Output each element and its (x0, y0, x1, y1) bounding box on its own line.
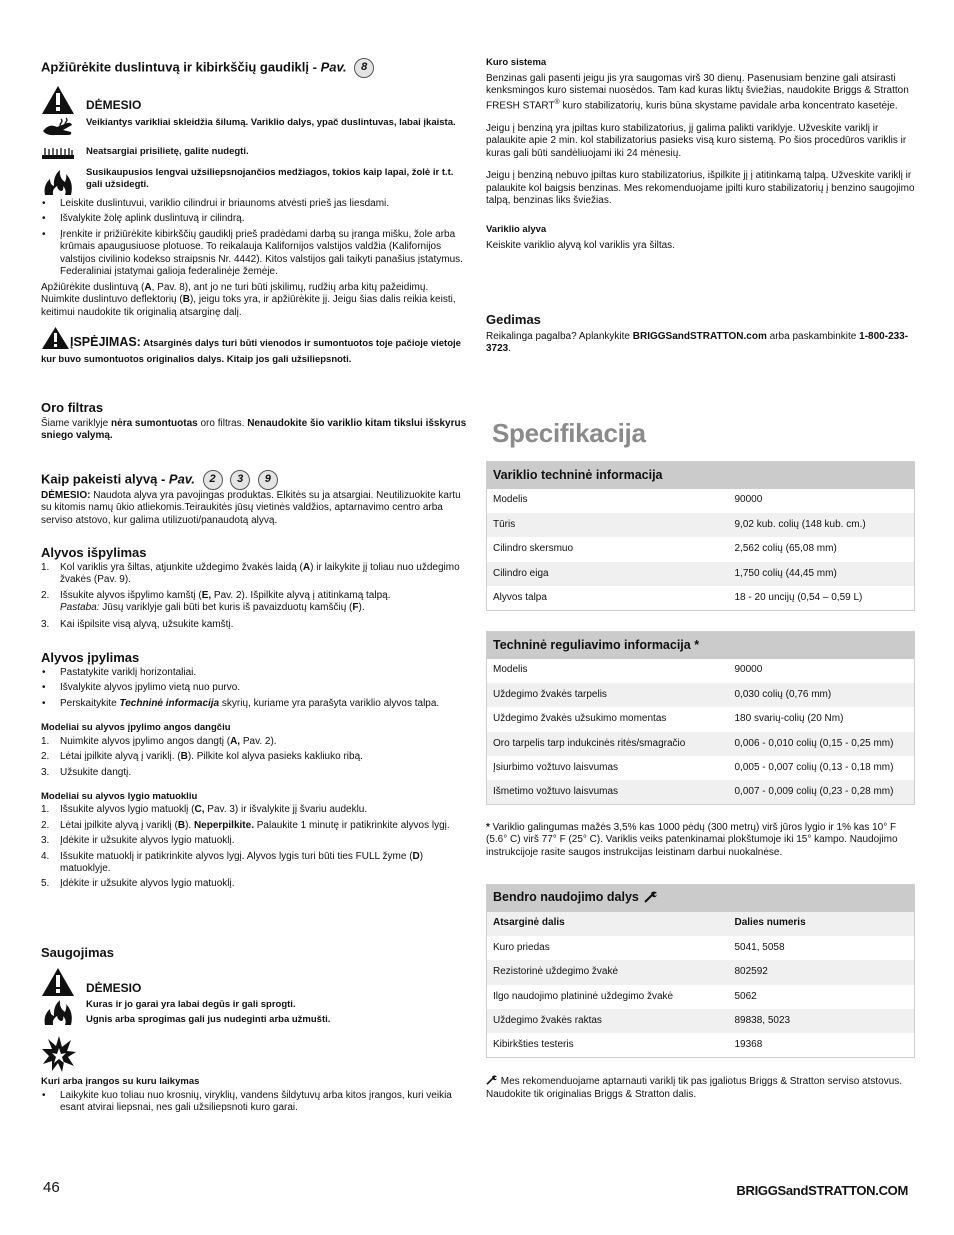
table-cell-value: 802592 (729, 960, 915, 984)
spec-title: Specifikacija (492, 418, 646, 448)
table-row (487, 707, 915, 731)
table-cell-label: Uždegimo žvakės tarpelis (487, 683, 729, 707)
warning-triangle-icon (41, 85, 75, 120)
storage-title: Saugojimas (41, 945, 114, 960)
table-cell-label: Tūris (487, 513, 729, 537)
table-cell-value: 2,562 colių (65,08 mm) (734, 543, 837, 555)
table-row (487, 1033, 915, 1057)
engine-info-heading: Variklio techninė informacija (487, 462, 915, 489)
table-cell-value: 90000 (734, 494, 763, 506)
oil-fill-section (41, 650, 469, 894)
failure-title: Gedimas (486, 312, 541, 327)
table-row (487, 985, 915, 1009)
failure-section (486, 312, 915, 356)
storage-warning (41, 967, 469, 1078)
cap-models-title: Modeliai su alyvos įpylimo angos dangčiu (41, 722, 231, 734)
table-cell-label: Oro tarpelis tarp indukcinės ritės/smagračio (487, 732, 729, 756)
list-item: • Pastatykite variklį horizontaliai. (41, 667, 469, 679)
tuning-info-table (486, 631, 915, 805)
table-cell-value: 18 - 20 uncijų (0,54 – 0,59 L) (734, 591, 863, 603)
table-row (487, 586, 915, 610)
list-item: 4. Išsukite matuoklį ir patikrinkite alyvos lygį. Alyvos lygis turi būti ties FULL žyme (D) matuoklyje. (41, 850, 424, 875)
caution-heading: ĮSPĖJIMAS: (70, 335, 141, 349)
table-cell-value: 90000 (734, 664, 763, 676)
oil-drain-title: Alyvos išpylimas (41, 545, 147, 560)
table-cell-value: 0,007 - 0,009 colių (0,23 - 0,28 mm) (729, 780, 915, 804)
list-item: 5. Įdėkite ir užsukite alyvos lygio matuoklį. (41, 878, 235, 890)
warning-heading: DĖMESIO (86, 981, 142, 995)
fire-icon (41, 167, 75, 202)
tuning-footnote: * Variklio galingumas mažės 3,5% kas 1000 pėdų (300 metrų) virš jūros lygio ir 1% kas 10° F (5.6° C) virš 77° F (25° C). Variklis veiks patenkinamai plokštumoje iki 15° kampo. Naudojimo instrukcijoje rasite saugos instrukcijas leistinam darbui nuokalnėse. (486, 822, 898, 858)
engine-oil-title: Variklio alyva (486, 224, 547, 235)
table-cell-label: Cilindro eiga (487, 562, 729, 586)
table-row (487, 537, 915, 561)
caution-triangle-icon (41, 326, 70, 354)
list-item: 1. Išsukite alyvos lygio matuoklį (C, Pav. 3) ir išvalykite jį švariu audeklu. (41, 804, 368, 816)
table-row (487, 562, 915, 586)
table-cell-label: Uždegimo žvakės užsukimo momentas (493, 713, 667, 725)
storage-section (41, 945, 469, 960)
figure-ref-9: 9 (258, 470, 278, 490)
warning-text-heat: Veikiantys varikliai skleidžia šilumą. Variklio dalys, ypač duslintuvas, labai įkaista. (86, 117, 456, 128)
table-row (487, 960, 915, 984)
figure-ref-2: 2 (203, 470, 223, 490)
list-item: 3. Užsukite dangtį. (41, 766, 132, 778)
list-item: 1. Nuimkite alyvos įpylimo angos dangtį (A, Pav. 2). (41, 735, 277, 747)
table-row (487, 659, 915, 683)
table-cell-label: Kibirkšties testeris (493, 1039, 574, 1051)
table-row (487, 732, 915, 756)
table-cell-value: 5062 (734, 990, 757, 1002)
table-cell-label: Modelis (493, 494, 528, 506)
table-row (487, 936, 915, 960)
figure-ref-8: 8 (354, 58, 374, 78)
table-cell-value: 0,005 - 0,007 colių (0,13 - 0,18 mm) (734, 762, 894, 773)
warning-text-burn: Neatsargiai prisilietę, galite nudegti. (86, 145, 249, 157)
figure-ref-3: 3 (230, 470, 250, 490)
caution-text: Atsarginės dalys turi būti vienodos ir sumontuotos toje pačioje vietoje kur buvo sumontuotos originalios dalys. Kitaip jos gali užsiliepsnoti. (41, 338, 461, 365)
list-item: 2. Lėtai įpilkite alyvą į variklį (B). Neperpilkite. Palaukite 1 minutę ir patikrinkite alyvos lygį. (41, 819, 450, 831)
table-row (487, 489, 915, 513)
oil-fill-bullets (41, 667, 469, 710)
warning-text-explosion: Ugnis arba sprogimas gali jus nudeginti arba užmušti. (86, 1014, 331, 1025)
table-row (487, 513, 915, 537)
table-row (487, 683, 915, 707)
fuel-storage-bullets (41, 1090, 469, 1115)
parts-col-header: Atsarginė dalis (487, 912, 729, 936)
wrench-icon (486, 1075, 498, 1089)
table-row (487, 1009, 915, 1033)
muffler-section (41, 58, 469, 78)
cap-models-steps (41, 736, 469, 779)
oil-change-title: Kaip pakeisti alyvą - Pav. 2 3 9 (41, 470, 469, 490)
burn-icon (41, 146, 75, 165)
table-row (487, 780, 915, 804)
phone-number: 1-800-233-3723 (486, 331, 909, 355)
list-item: • Leiskite duslintuvui, variklio cilindrui ir briaunoms atvėsti prieš jas liesdami. (41, 198, 469, 210)
table-cell-value: 1,750 colių (44,45 mm) (729, 562, 915, 586)
muffler-inspect-text: Apžiūrėkite duslintuvą (A, Pav. 8), ant jo ne turi būti įskilimų, rudžių arba kitų pažeidimų. Nuimkite duslintuvo deflektorių (B), jeigu toks yra, ir apžiūrėkite jį. Jeigu šias dalis reikia keisti, keitimui naudokite tik originalią atsarginę dalį. (41, 282, 456, 318)
warning-text-flammable: Kuras ir jo garai yra labai degūs ir gali sprogti. (86, 999, 296, 1010)
fuel-storage-title: Kuri arba įrangos su kuru laikymas (41, 1076, 200, 1087)
service-note: Mes rekomenduojame aptarnauti variklį tik pas įgaliotus Briggs & Stratton serviso atstovus. Naudokite tik originalias Briggs & Stratton dalis. (486, 1076, 903, 1101)
dipstick-models-steps (41, 804, 469, 890)
muffler-title: Apžiūrėkite duslintuvą ir kibirkščių gaudiklį - Pav. 8 (41, 58, 469, 78)
table-cell-label: Rezistorinė uždegimo žvakė (487, 960, 729, 984)
engine-oil-text: Keiskite variklio alyvą kol variklis yra šiltas. (486, 239, 675, 251)
table-cell-value: 5041, 5058 (734, 941, 785, 953)
fuel-storage-section (41, 1076, 469, 1117)
oil-drain-steps (41, 562, 469, 631)
failure-text: Reikalinga pagalba? Aplankykite BRIGGSandSTRATTON.com arba paskambinkite 1-800-233-3723. (486, 331, 909, 355)
warning-heading: DĖMESIO (86, 98, 142, 112)
table-cell-label: Ilgo naudojimo platininė uždegimo žvakė (493, 990, 674, 1002)
oil-fill-title: Alyvos įpylimas (41, 650, 140, 665)
page-number: 46 (43, 1179, 60, 1196)
oil-change-section (41, 470, 469, 527)
muffler-bullets (41, 198, 469, 281)
muffler-caution (41, 326, 469, 366)
engine-info-table (486, 461, 915, 611)
parts-heading: Bendro naudojimo dalys (493, 890, 639, 904)
list-item: 2. Lėtai įpilkite alyvą į variklį. (B). Pilkite kol alyva pasieks kakliuko ribą. (41, 751, 363, 763)
engine-oil-section (486, 224, 915, 252)
website-link[interactable]: BRIGGSandSTRATTON.com (632, 331, 767, 342)
muffler-warning (41, 85, 469, 202)
list-item: 2. Išsukite alyvos išpylimo kamštį (E, Pav. 2). Išpilkite alyvą į atitinkamą talpą. (41, 589, 391, 601)
fuel-system-p1: Benzinas gali pasenti jeigu jis yra saugomas virš 30 dienų. Pasenusiam benzine gali atsirasti kenksmingos kuro sistemai nuosėdos. Tam kad kuras liktų šviežias, naudokite Briggs & Stratton FRESH START® kuro stabilizatorių, kuris būna skystame pavidale arba koncentrato kasetėje. (486, 72, 909, 112)
table-cell-value: 0,006 - 0,010 colių (0,15 - 0,25 mm) (729, 732, 915, 756)
table-cell-label: Uždegimo žvakės raktas (487, 1009, 729, 1033)
fuel-system-section (486, 57, 915, 207)
table-cell-value: 19368 (734, 1039, 763, 1051)
wrench-icon (644, 891, 658, 906)
table-cell-label: Alyvos talpa (493, 591, 547, 603)
table-cell-value: 89838, 5023 (729, 1009, 915, 1033)
fuel-system-p3: Jeigu į benziną nebuvo įpiltas kuro stabilizatorius, išpilkite jį į atitinkamą talpą. Užveskite variklį ir palaukite kol baigsis benzinas. Mes rekomenduojame įpilti kuro stabilizatorių į benzino saugojimo talpą, benzinas liks šviežias. (486, 170, 915, 207)
list-item: 3. Įdėkite ir užsukite alyvos lygio matuoklį. (41, 835, 235, 847)
list-item: • Laikykite kuo toliau nuo krosnių, viryklių, vandens šildytuvų arba kitos įrangos, kuri veikia esant atvirai liepsnai, nes gali užsiliepsnoti kuro garai. (41, 1090, 469, 1115)
dipstick-models-title: Modeliai su alyvos lygio matuokliu (41, 790, 198, 802)
oil-change-note: DĖMESIO: Naudota alyva yra pavojingas produktas. Elkitės su ja atsargiai. Neutilizuokite kartu su kitomis namų ūkio atliekomis.Teiraukitės jūsų vietinės valdžios, aptarnavimo centro arba serviso atstovo, kur galima utilizuoti/panaudotą alyvą. (41, 490, 461, 526)
air-filter-section (41, 400, 469, 443)
list-item: 3. Kai išpilsite visą alyvą, užsukite kamštį. (41, 618, 234, 630)
parts-table (486, 884, 915, 1058)
table-cell-label: Kuro priedas (493, 941, 550, 953)
list-item: • Išvalykite žolę aplink duslintuvą ir cilindrą. (41, 213, 469, 225)
tuning-info-heading: Techninė reguliavimo informacija * (487, 632, 915, 659)
brand-footer: BRIGGSandSTRATTON.COM (736, 1183, 908, 1198)
table-cell-label: Įsiurbimo vožtuvo laisvumas (493, 762, 619, 773)
table-cell-value: 180 svarių-colių (20 Nm) (734, 713, 844, 725)
explosion-icon (41, 1034, 75, 1079)
table-cell-label: Išmetimo vožtuvo laisvumas (487, 780, 729, 804)
air-filter-text: Šiame variklyje nėra sumontuotas oro filtras. Nenaudokite šio variklio kitam tikslui išskyrus sniego valymą. (41, 418, 467, 442)
fuel-system-title: Kuro sistema (486, 57, 547, 68)
list-item: • Įrenkite ir prižiūrėkite kibirkščių gaudiklį prieš pradėdami darbą su įranga mišku, žole arba krūmais apaugusiuose plotuose. To reikalauja Kalifornijos valstijos valdžia (Kalifornijos valstijos civilinio kodekso straipsnis Nr. 4442). Kitos valstijos gali taikyti panašius įstatymus. Federaliniai įstatymai galioja federalinėje žemėje. (41, 229, 469, 279)
list-item: 1. Kol variklis yra šiltas, atjunkite uždegimo žvakės laidą (A) ir laikykite jį toliau nuo uždegimo žvakės (Pav. 9). (41, 562, 460, 586)
parts-col-header: Dalies numeris (729, 912, 915, 936)
table-cell-value: 9,02 kub. colių (148 kub. cm.) (729, 513, 915, 537)
fuel-system-p2: Jeigu į benziną yra įpiltas kuro stabilizatorius, jį galima palikti variklyje. Užveskite variklį ir palaukite apie 2 min. kol stabilizatorius pasieks visą kuro sistemą. Po šios procedūros variklis ir kuras gali būti sandėliuojami iki 24 mėnesių. (486, 123, 907, 159)
table-row (487, 756, 915, 780)
list-item: • Perskaitykite Techninė informacija skyrių, kuriame yra parašyta variklio alyvos talpa. (41, 698, 469, 710)
hot-surface-icon (41, 117, 75, 144)
fire-icon (41, 997, 75, 1032)
warning-text-fire: Susikaupusios lengvai užsiliepsnojančios medžiagos, tokios kaip lapai, žolė ir t.t. gali užsidegti. (86, 167, 454, 190)
list-item-note: Pastaba: Jūsų variklyje gali būti bet kuris iš pavaizduotų kamščių (F). (60, 602, 365, 614)
table-cell-label: Modelis (493, 664, 528, 676)
table-cell-label: Cilindro skersmuo (493, 543, 574, 555)
air-filter-title: Oro filtras (41, 400, 104, 415)
oil-drain-section (41, 545, 469, 634)
table-cell-value: 0,030 colių (0,76 mm) (729, 683, 915, 707)
list-item: • Išvalykite alyvos įpylimo vietą nuo purvo. (41, 682, 469, 694)
